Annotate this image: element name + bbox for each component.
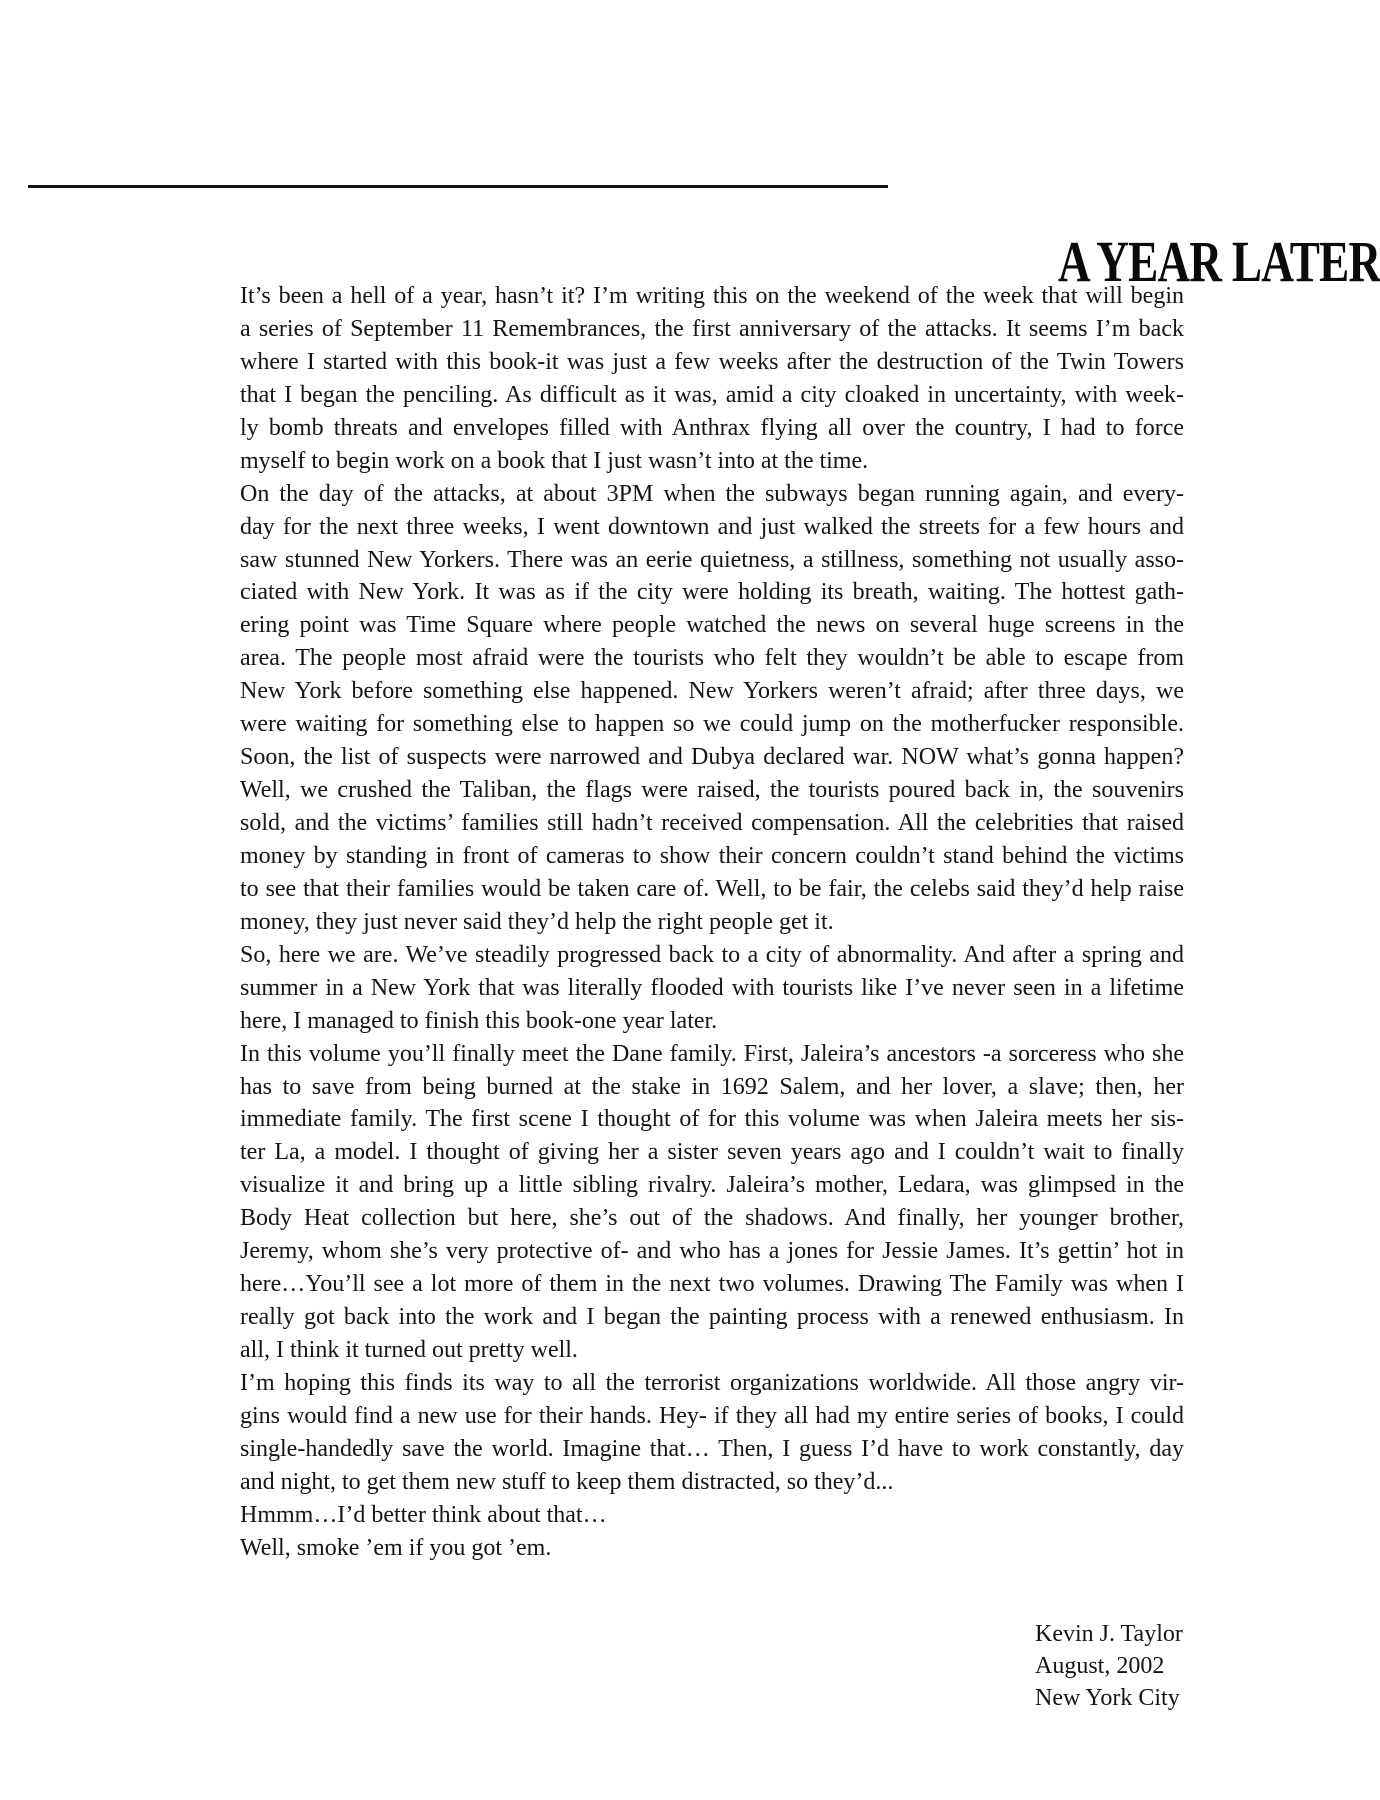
text-line: New York before something else happened. New Yorkers weren’t afraid; after three days, we: [240, 678, 1184, 705]
signature-block: [1035, 1618, 1183, 1714]
text-line: Soon, the list of suspects were narrowed and Dubya declared war. NOW what’s gonna happen?: [240, 744, 1184, 771]
paragraph: [240, 1038, 1184, 1367]
text-line: and night, to get them new stuff to keep them distracted, so they’d...: [240, 1468, 894, 1495]
text-line: So, here we are. We’ve steadily progressed back to a city of abnormality. And after a spring and: [240, 941, 1184, 968]
text-line: money by standing in front of cameras to show their concern couldn’t stand behind the victims: [240, 842, 1184, 869]
paragraph: [240, 280, 1184, 478]
text-line: ter La, a model. I thought of giving her a sister seven years ago and I couldn’t wait to finally: [240, 1139, 1184, 1166]
text-line: were waiting for something else to happen so we could jump on the motherfucker responsible.: [240, 711, 1184, 738]
text-line: really got back into the work and I began the painting process with a renewed enthusiasm. In: [240, 1304, 1184, 1331]
body-text: [240, 280, 1184, 1565]
text-line: I’m hoping this finds its way to all the terrorist organizations worldwide. All those angry vir-: [240, 1369, 1184, 1396]
page-title-container: [529, 117, 1380, 294]
text-line: all, I think it turned out pretty well.: [240, 1337, 578, 1363]
text-line: ciated with New York. It was as if the city were holding its breath, waiting. The hottest gath-: [240, 579, 1184, 606]
text-line: Well, we crushed the Taliban, the flags were raised, the tourists poured back in, the souvenirs: [240, 777, 1184, 804]
title-underline-rule: [28, 185, 888, 188]
text-line: money, they just never said they’d help the right people get it.: [240, 908, 834, 935]
text-line: gins would find a new use for their hands. Hey- if they all had my entire series of books, I could: [240, 1402, 1184, 1429]
text-line: here, I managed to finish this book-one year later.: [240, 1007, 718, 1034]
text-line: Body Heat collection but here, she’s out of the shadows. And finally, her younger brother,: [240, 1205, 1184, 1232]
text-line: day for the next three weeks, I went downtown and just walked the streets for a few hours and: [240, 513, 1184, 540]
text-line: myself to begin work on a book that I just wasn’t into at the time.: [240, 447, 869, 474]
signature-name: Kevin J. Taylor: [1035, 1621, 1183, 1647]
paragraph: [240, 1532, 1184, 1565]
text-line: single-handedly save the world. Imagine that… Then, I guess I’d have to work constantly, day: [240, 1435, 1184, 1462]
paragraph: [240, 478, 1184, 939]
text-line: It’s been a hell of a year, hasn’t it? I’m writing this on the weekend of the week that will begin: [240, 283, 1184, 309]
text-line: visualize it and bring up a little sibling rivalry. Jaleira’s mother, Ledara, was glimpsed in the: [240, 1172, 1184, 1199]
text-line: that I began the penciling. As difficult as it was, amid a city cloaked in uncertainty, with week-: [240, 381, 1184, 408]
paragraph: [240, 1499, 1184, 1532]
text-line: In this volume you’ll finally meet the Dane family. First, Jaleira’s ancestors -a sorceress who she: [240, 1040, 1184, 1067]
text-line: here…You’ll see a lot more of them in the next two volumes. Drawing The Family was when I: [240, 1271, 1184, 1298]
paragraph: [240, 1367, 1184, 1499]
text-line: Well, smoke ’em if you got ’em.: [240, 1534, 552, 1561]
text-line: Hmmm…I’d better think about that…: [240, 1501, 607, 1528]
text-line: where I started with this book-it was just a few weeks after the destruction of the Twin Towers: [240, 348, 1184, 375]
paragraph: [240, 939, 1184, 1038]
text-line: sold, and the victims’ families still hadn’t received compensation. All the celebrities that raised: [240, 810, 1184, 836]
text-line: has to save from being burned at the stake in 1692 Salem, and her lover, a slave; then, her: [240, 1073, 1184, 1100]
text-line: immediate family. The first scene I thought of for this volume was when Jaleira meets her sis-: [240, 1106, 1184, 1133]
text-line: On the day of the attacks, at about 3PM when the subways began running again, and every-: [240, 480, 1184, 507]
text-line: ly bomb threats and envelopes filled with Anthrax flying all over the country, I had to force: [240, 414, 1184, 441]
text-line: to see that their families would be taken care of. Well, to be fair, the celebs said they’d help raise: [240, 875, 1184, 902]
text-line: Jeremy, whom she’s very protective of- and who has a jones for Jessie James. It’s gettin’ hot in: [240, 1238, 1184, 1265]
page-title: A YEAR LATER: [1058, 229, 1380, 294]
text-line: saw stunned New Yorkers. There was an eerie quietness, a stillness, something not usually asso-: [240, 546, 1184, 573]
signature-place: New York City: [1035, 1685, 1180, 1711]
signature-date: August, 2002: [1035, 1653, 1165, 1679]
text-line: area. The people most afraid were the tourists who felt they wouldn’t be able to escape from: [240, 645, 1184, 672]
text-line: summer in a New York that was literally flooded with tourists like I’ve never seen in a lifetime: [240, 974, 1184, 1001]
text-line: a series of September 11 Remembrances, the first anniversary of the attacks. It seems I’m back: [240, 315, 1184, 342]
text-line: ering point was Time Square where people watched the news on several huge screens in the: [240, 612, 1184, 639]
